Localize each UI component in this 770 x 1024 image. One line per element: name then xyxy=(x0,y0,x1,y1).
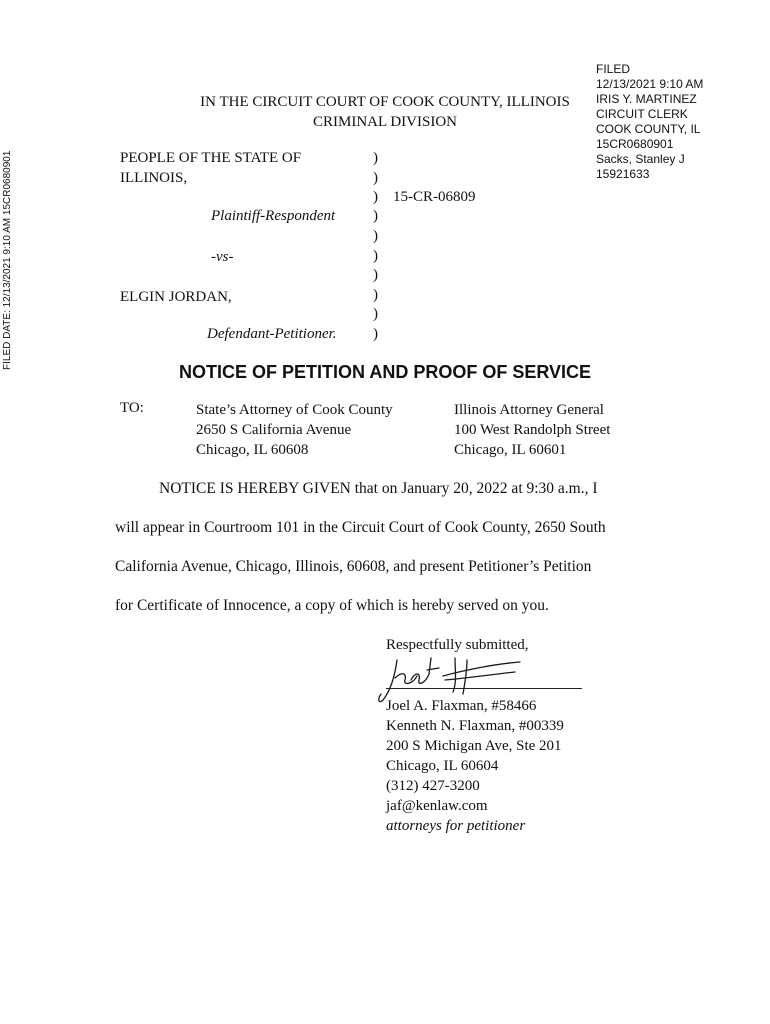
filed-stamp-line: FILED xyxy=(596,62,631,76)
plaintiff-name-cont: ILLINOIS, xyxy=(120,170,188,186)
recipient-states-attorney xyxy=(196,400,393,460)
notice-body-line: NOTICE IS HEREBY GIVEN that on January 20, 2022 at 9:30 a.m., I xyxy=(159,480,598,497)
recipient-line: Illinois Attorney General xyxy=(454,402,604,418)
caption-paren: ) xyxy=(373,170,378,186)
filed-stamp-line: Sacks, Stanley J xyxy=(596,152,685,166)
attorney-email: jaf@kenlaw.com xyxy=(386,798,488,814)
filed-stamp-line: 12/13/2021 9:10 AM xyxy=(596,77,704,91)
document-title: NOTICE OF PETITION AND PROOF OF SERVICE xyxy=(178,362,592,382)
signature-line xyxy=(386,688,582,689)
case-number: 15-CR-06809 xyxy=(393,189,476,205)
caption-paren: ) xyxy=(373,208,378,224)
attorney-info xyxy=(386,696,564,836)
closing: Respectfully submitted, xyxy=(386,637,529,653)
attorney-info-line: (312) 427-3200 xyxy=(386,778,480,794)
caption-paren: ) xyxy=(373,248,378,264)
caption-paren: ) xyxy=(373,150,378,166)
versus: -vs- xyxy=(211,249,234,265)
caption-paren: ) xyxy=(373,267,378,283)
defendant-name: ELGIN JORDAN, xyxy=(120,289,232,305)
court-heading: IN THE CIRCUIT COURT OF COOK COUNTY, ILLINOIS xyxy=(200,94,570,110)
plaintiff-name: PEOPLE OF THE STATE OF xyxy=(120,150,302,166)
attorney-info-line: Chicago, IL 60604 xyxy=(386,758,499,774)
recipient-line: State’s Attorney of Cook County xyxy=(196,402,393,418)
recipient-attorney-general xyxy=(454,400,610,460)
defendant-role: Defendant-Petitioner. xyxy=(207,326,337,342)
notice-body-line: for Certificate of Innocence, a copy of which is hereby served on you. xyxy=(115,597,549,614)
caption-paren: ) xyxy=(373,326,378,342)
recipient-line: Chicago, IL 60601 xyxy=(454,442,567,458)
filed-stamp-line: CIRCUIT CLERK xyxy=(596,107,688,121)
side-filing-stamp: FILED DATE: 12/13/2021 9:10 AM 15CR0680901 xyxy=(2,150,13,370)
caption-paren: ) xyxy=(373,189,378,205)
recipient-line: 2650 S California Avenue xyxy=(196,422,352,438)
recipient-line: 100 West Randolph Street xyxy=(454,422,611,438)
caption-paren: ) xyxy=(373,228,378,244)
court-division: CRIMINAL DIVISION xyxy=(312,114,458,130)
attorney-info-line: Joel A. Flaxman, #58466 xyxy=(386,698,537,714)
attorney-info-line: 200 S Michigan Ave, Ste 201 xyxy=(386,738,562,754)
attorney-role: attorneys for petitioner xyxy=(386,818,526,834)
plaintiff-role: Plaintiff-Respondent xyxy=(211,208,336,224)
filed-stamp-line: 15921633 xyxy=(596,167,650,181)
filed-stamp-line: IRIS Y. MARTINEZ xyxy=(596,92,697,106)
filed-stamp-line: COOK COUNTY, IL xyxy=(596,122,701,136)
to-label: TO: xyxy=(120,400,144,416)
attorney-info-line: Kenneth N. Flaxman, #00339 xyxy=(386,718,564,734)
filed-stamp-line: 15CR0680901 xyxy=(596,137,674,151)
notice-body-line: will appear in Courtroom 101 in the Circuit Court of Cook County, 2650 South xyxy=(115,519,606,536)
recipient-line: Chicago, IL 60608 xyxy=(196,442,309,458)
caption-paren: ) xyxy=(373,287,378,303)
notice-body-line: California Avenue, Chicago, Illinois, 60608, and present Petitioner’s Petition xyxy=(115,558,592,575)
caption-paren: ) xyxy=(373,306,378,322)
